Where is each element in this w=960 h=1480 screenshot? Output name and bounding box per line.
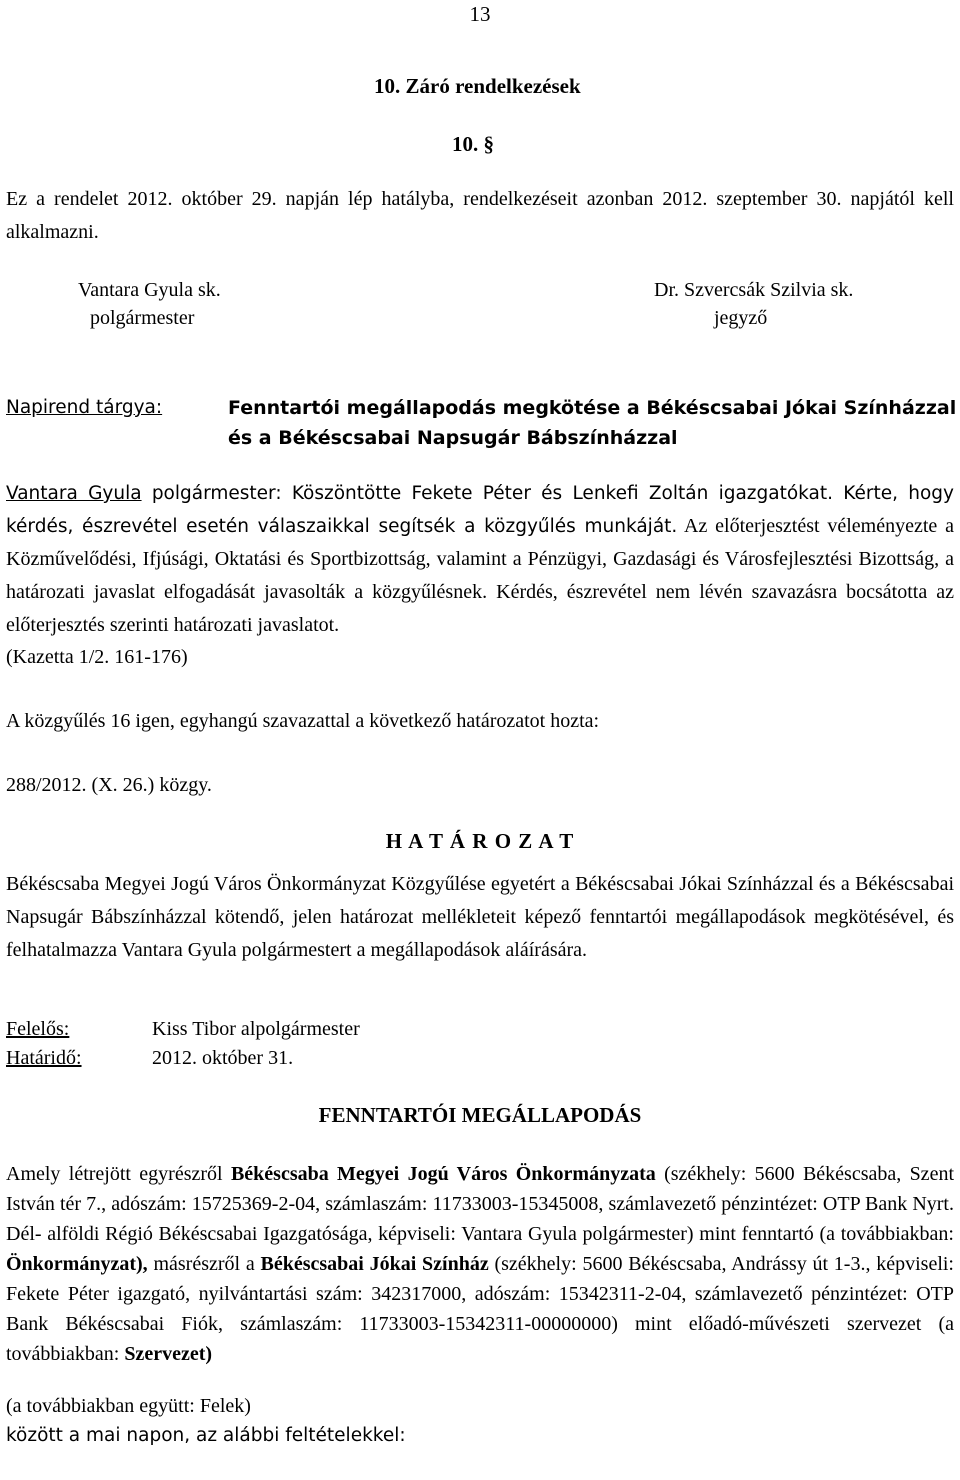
parties-together: (a továbbiakban együtt: Felek) bbox=[6, 1395, 251, 1417]
resolution-heading: H A T Á R O Z A T bbox=[385, 829, 575, 853]
speech-text: polgármester: Köszöntötte Fekete Péter és Lenkefi Zoltán igazgatókat. Kérte, hogy kérdés, észrevétel esetén válaszaikkal segítsék a közgyűlés munkáját. bbox=[6, 483, 954, 537]
party-theatre: Békéscsabai Jókai Színház bbox=[260, 1253, 489, 1275]
notary-title: jegyző bbox=[714, 307, 768, 329]
speaker-name: Vantara Gyula bbox=[6, 483, 142, 504]
deadline-value: 2012. október 31. bbox=[152, 1047, 294, 1069]
agreement-parties bbox=[6, 1159, 954, 1369]
notary-name: Dr. Szvercsák Szilvia sk. bbox=[654, 279, 854, 301]
mayor-title: polgármester bbox=[90, 307, 195, 329]
agenda-subject-line1: Fenntartói megállapodás megkötése a Békéscsabai Jókai Színházzal bbox=[228, 397, 957, 419]
speech-serif-text: Az előterjesztést véleményezte a Közművelődési, Ifjúsági, Oktatási és Sportbizottság, valamint a Pénzügyi, Gazdasági és Városfejlesztési Bizottság, a határozati javaslat elfogadását javasolták a közgyűlésnek. Kérdés, észrevétel nem lévén szavazásra bocsátotta az előterjesztés szerinti határozati javaslatot. bbox=[6, 515, 954, 636]
party-municipality: Békéscsaba Megyei Jogú Város Önkormányzata bbox=[230, 1163, 656, 1185]
agreement-text-1: Amely létrejött egyrészről bbox=[6, 1163, 231, 1185]
municipality-alias: Önkormányzat), bbox=[6, 1253, 148, 1275]
agenda-subject-line2: és a Békéscsabai Napsugár Bábszínházzal bbox=[228, 427, 678, 449]
effective-date-paragraph: Ez a rendelet 2012. október 29. napján lép hatályba, rendelkezéseit azonban 2012. szeptember 30. napjától kell alkalmazni. bbox=[6, 188, 954, 243]
page-number: 13 bbox=[469, 2, 491, 26]
agenda-label: Napirend tárgya: bbox=[6, 397, 163, 418]
agreement-text-3: másrészről a bbox=[147, 1253, 261, 1275]
signature-mayor bbox=[78, 276, 221, 332]
section-heading: 10. § bbox=[452, 132, 494, 156]
tape-reference: (Kazetta 1/2. 161-176) bbox=[6, 646, 188, 668]
mayor-name: Vantara Gyula sk. bbox=[78, 279, 221, 301]
signature-notary bbox=[654, 276, 853, 332]
deadline-row bbox=[6, 1047, 293, 1070]
vote-statement: A közgyűlés 16 igen, egyhangú szavazattal a következő határozatot hozta: bbox=[6, 710, 600, 732]
responsible-row bbox=[6, 1018, 360, 1041]
resolution-number: 288/2012. (X. 26.) közgy. bbox=[6, 774, 212, 796]
responsible-value: Kiss Tibor alpolgármester bbox=[152, 1018, 360, 1040]
agreement-text-2: (székhely: 5600 Békéscsaba, Szent István tér 7., adószám: 15725369-2-04, számlaszám: 11733003-15345008, számlavezető pénzintézet: OTP Bank Nyrt. Dél- alföldi Régió Békéscsabai Igazgatósága, képviseli: Vantara Gyula polgármester) mint fenntartó (a továbbiakban: bbox=[6, 1163, 954, 1245]
agreement-title: FENNTARTÓI MEGÁLLAPODÁS bbox=[318, 1103, 642, 1127]
agreement-conditions-intro: között a mai napon, az alábbi feltételekkel: bbox=[6, 1425, 406, 1446]
deadline-label: Határidő: bbox=[6, 1047, 82, 1069]
agreement-text-4: (székhely: 5600 Békéscsaba, Andrássy út 1-3., képviseli: Fekete Péter igazgató, nyilvántartási szám: 342317000, adószám: 15342311-2-04, számlavezető pénzintézet: OTP Bank Békéscsabai Fiók, számlaszám: 11733003-15342311-00000000) mint előadó-művészeti szervezet (a továbbiakban: bbox=[6, 1253, 954, 1365]
chapter-heading: 10. Záró rendelkezések bbox=[374, 74, 581, 98]
organization-alias: Szervezet) bbox=[124, 1343, 213, 1365]
resolution-text: Békéscsaba Megyei Jogú Város Önkormányzat Közgyűlése egyetért a Békéscsabai Jókai Színházzal és a Békéscsabai Napsugár Bábszínházzal kötendő, jelen határozat mellékleteit képező fenntartói megállapodások megkötésével, és felhatalmazza Vantara Gyula polgármestert a megállapodások aláírására. bbox=[6, 873, 954, 961]
responsible-label: Felelős: bbox=[6, 1018, 70, 1040]
agenda-subject bbox=[228, 393, 956, 453]
mayor-speech bbox=[6, 477, 954, 672]
